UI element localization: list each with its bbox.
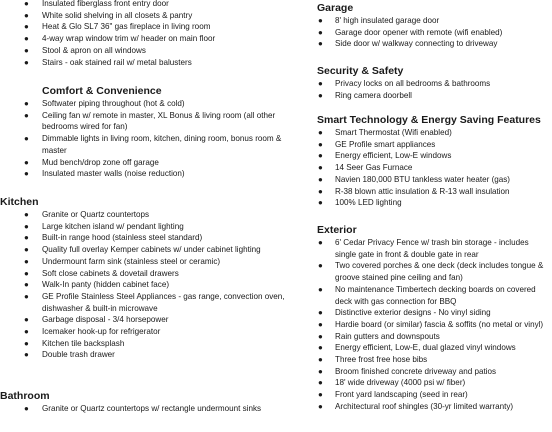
bullet-icon: ●	[24, 268, 29, 278]
list-item: ● Architectural roof shingles (30-yr limited warranty)	[318, 401, 514, 411]
bullet-icon: ●	[24, 245, 29, 255]
bullet-icon: ●	[318, 284, 323, 294]
bullet-icon: ●	[24, 280, 29, 290]
bullet-icon: ●	[318, 27, 323, 37]
bullet-icon: ●	[24, 291, 29, 301]
bullet-icon: ●	[318, 319, 323, 329]
bullet-icon: ●	[318, 174, 323, 184]
bullet-icon: ●	[318, 79, 323, 88]
bullet-icon: ●	[24, 233, 29, 243]
bullet-icon: ●	[318, 308, 323, 318]
list-item: ● 6' Cedar Privacy Fence w/ trash bin storage - includes single gate in front & double gate in rear	[318, 238, 529, 259]
bathroom-list	[0, 403, 300, 415]
bullet-icon: ●	[318, 186, 323, 196]
list-item: ● Front yard landscaping (seed in rear)	[318, 390, 468, 400]
list-item: ● Kitchen tile backsplash	[24, 338, 125, 348]
list-item: ● Stairs - oak stained rail w/ metal balusters	[24, 57, 192, 67]
list-item: ● Energy efficient, Low-E, dual glazed vinyl windows	[318, 343, 516, 353]
garage-list	[300, 15, 552, 50]
list-item: ● Mud bench/drop zone off garage	[24, 157, 159, 167]
bullet-icon: ●	[318, 128, 323, 137]
security-list	[300, 78, 552, 101]
bullet-icon: ●	[24, 99, 29, 108]
bathroom-section	[0, 390, 300, 415]
bullet-icon: ●	[24, 134, 29, 144]
bullet-icon: ●	[318, 39, 323, 49]
bullet-icon: ●	[24, 256, 29, 266]
list-item: ● Heat & Glo SL7 36" gas fireplace in living room	[24, 22, 211, 32]
list-item: ● Garbage disposal - 3/4 horsepower	[24, 315, 169, 325]
list-item: ● Energy efficient, Low-E windows	[318, 151, 452, 161]
bullet-icon: ●	[24, 22, 29, 32]
comfort-list	[0, 98, 300, 180]
list-item: ● Granite or Quartz countertops	[24, 210, 150, 219]
top-feature-list	[0, 0, 300, 68]
list-item: ● Granite or Quartz countertops w/ rectangle undermount sinks	[24, 404, 262, 413]
bullet-icon: ●	[24, 34, 29, 44]
bullet-icon: ●	[318, 90, 323, 100]
section-heading: Comfort & Convenience	[42, 85, 162, 97]
top-feature-section	[0, 0, 300, 68]
section-heading: Security & Safety	[317, 65, 404, 77]
list-item: ● Two covered porches & one deck (deck includes tongue & groove stained pine ceiling and fan)	[318, 261, 544, 283]
smart-tech-list	[300, 127, 552, 209]
list-item: ● Broom finished concrete driveway and patios	[318, 366, 497, 376]
list-item: ● 8' high insulated garage door	[318, 16, 440, 25]
bullet-icon: ●	[318, 343, 323, 353]
security-section	[300, 65, 552, 101]
section-heading: Bathroom	[0, 390, 50, 402]
bullet-icon: ●	[24, 157, 29, 167]
list-item: ● Smart Thermostat (Wifi enabled)	[318, 128, 452, 137]
list-item: ● 18' wide driveway (4000 psi w/ fiber)	[318, 378, 466, 388]
list-item: ● Garage door opener with remote (wifi enabled)	[318, 27, 503, 37]
list-item: ● GE Profile smart appliances	[318, 139, 436, 149]
section-heading: Kitchen	[0, 196, 39, 208]
garage-section	[300, 2, 552, 50]
bullet-icon: ●	[24, 0, 29, 8]
list-item: ● Hardie board (or similar) fascia & soffits (no metal or vinyl)	[318, 319, 544, 329]
bullet-icon: ●	[24, 404, 29, 413]
bullet-icon: ●	[318, 139, 323, 149]
bullet-icon: ●	[318, 378, 323, 388]
bullet-icon: ●	[318, 355, 323, 365]
bullet-icon: ●	[318, 366, 323, 376]
list-item: ● 100% LED lighting	[318, 198, 402, 208]
section-heading: Smart Technology & Energy Saving Features	[317, 114, 541, 126]
list-item: ● Ceiling fan w/ remote in master, XL Bonus & living room (all other bedrooms wired for fan)	[24, 110, 276, 132]
bullet-icon: ●	[318, 198, 323, 208]
list-item: ● Insulated master walls (noise reduction)	[24, 169, 185, 179]
bullet-icon: ●	[318, 261, 323, 271]
smart-tech-section	[300, 114, 552, 209]
list-item: ● Quality full overlay Kemper cabinets w/ under cabinet lighting	[24, 245, 261, 255]
bullet-icon: ●	[318, 401, 323, 411]
comfort-section	[0, 85, 300, 180]
list-item: ● R-38 blown attic insulation & R-13 wall insulation	[318, 186, 510, 196]
bullet-icon: ●	[24, 338, 29, 348]
bullet-icon: ●	[24, 350, 29, 360]
bullet-icon: ●	[318, 331, 323, 341]
list-item: ● Undermount farm sink (stainless steel or ceramic)	[24, 256, 221, 266]
list-item: ● 14 Seer Gas Furnace	[318, 163, 413, 173]
kitchen-list	[0, 209, 300, 361]
bullet-icon: ●	[24, 10, 29, 20]
list-item: ● Distinctive exterior designs - No vinyl siding	[318, 308, 491, 318]
bullet-icon: ●	[318, 238, 323, 247]
list-item: ● Soft close cabinets & dovetail drawers	[24, 268, 179, 278]
list-item: ● Icemaker hook-up for refrigerator	[24, 327, 161, 337]
list-item: ● Double trash drawer	[24, 350, 115, 360]
list-item: ● No maintenance Timbertech decking boards on covered deck with gas connection for BBQ	[318, 284, 536, 306]
bullet-icon: ●	[24, 110, 29, 120]
bullet-icon: ●	[24, 315, 29, 325]
bullet-icon: ●	[24, 57, 29, 67]
bullet-icon: ●	[24, 327, 29, 337]
list-item: ● Side door w/ walkway connecting to driveway	[318, 39, 498, 49]
section-heading: Exterior	[317, 224, 357, 236]
bullet-icon: ●	[24, 169, 29, 179]
bullet-icon: ●	[24, 45, 29, 55]
bullet-icon: ●	[318, 163, 323, 173]
list-item: ● Rain gutters and downspouts	[318, 331, 440, 341]
list-item: ● Walk-In panty (hidden cabinet face)	[24, 280, 170, 290]
kitchen-section	[0, 196, 300, 361]
list-item: ● 4-way wrap window trim w/ header on main floor	[24, 34, 216, 44]
list-item: ● White solid shelving in all closets & pantry	[24, 10, 193, 20]
bullet-icon: ●	[318, 16, 323, 25]
bullet-icon: ●	[318, 390, 323, 400]
exterior-list	[300, 237, 552, 413]
list-item: ● Built-in range hood (stainless steel standard)	[24, 233, 203, 243]
list-item: ● Stool & apron on all windows	[24, 45, 146, 55]
list-item: ● GE Profile Stainless Steel Appliances - gas range, convection oven, dishwasher & built-in microwave	[24, 291, 285, 313]
list-item: ● Softwater piping throughout (hot & cold)	[24, 99, 185, 108]
bullet-icon: ●	[24, 221, 29, 231]
list-item: ● Navien 180,000 BTU tankless water heater (gas)	[318, 174, 511, 184]
list-item: ● Dimmable lights in living room, kitchen, dining room, bonus room & master	[24, 134, 282, 155]
bullet-icon: ●	[318, 151, 323, 161]
section-heading: Garage	[317, 2, 354, 14]
bullet-icon: ●	[24, 210, 29, 219]
exterior-section	[300, 224, 552, 413]
list-item: ● Ring camera doorbell	[318, 90, 412, 100]
list-item: ● Privacy locks on all bedrooms & bathrooms	[318, 79, 491, 88]
list-item: ● Insulated fiberglass front entry door	[24, 0, 169, 8]
list-item: ● Three frost free hose bibs	[318, 355, 428, 365]
list-item: ● Large kitchen island w/ pendant lighting	[24, 221, 184, 231]
